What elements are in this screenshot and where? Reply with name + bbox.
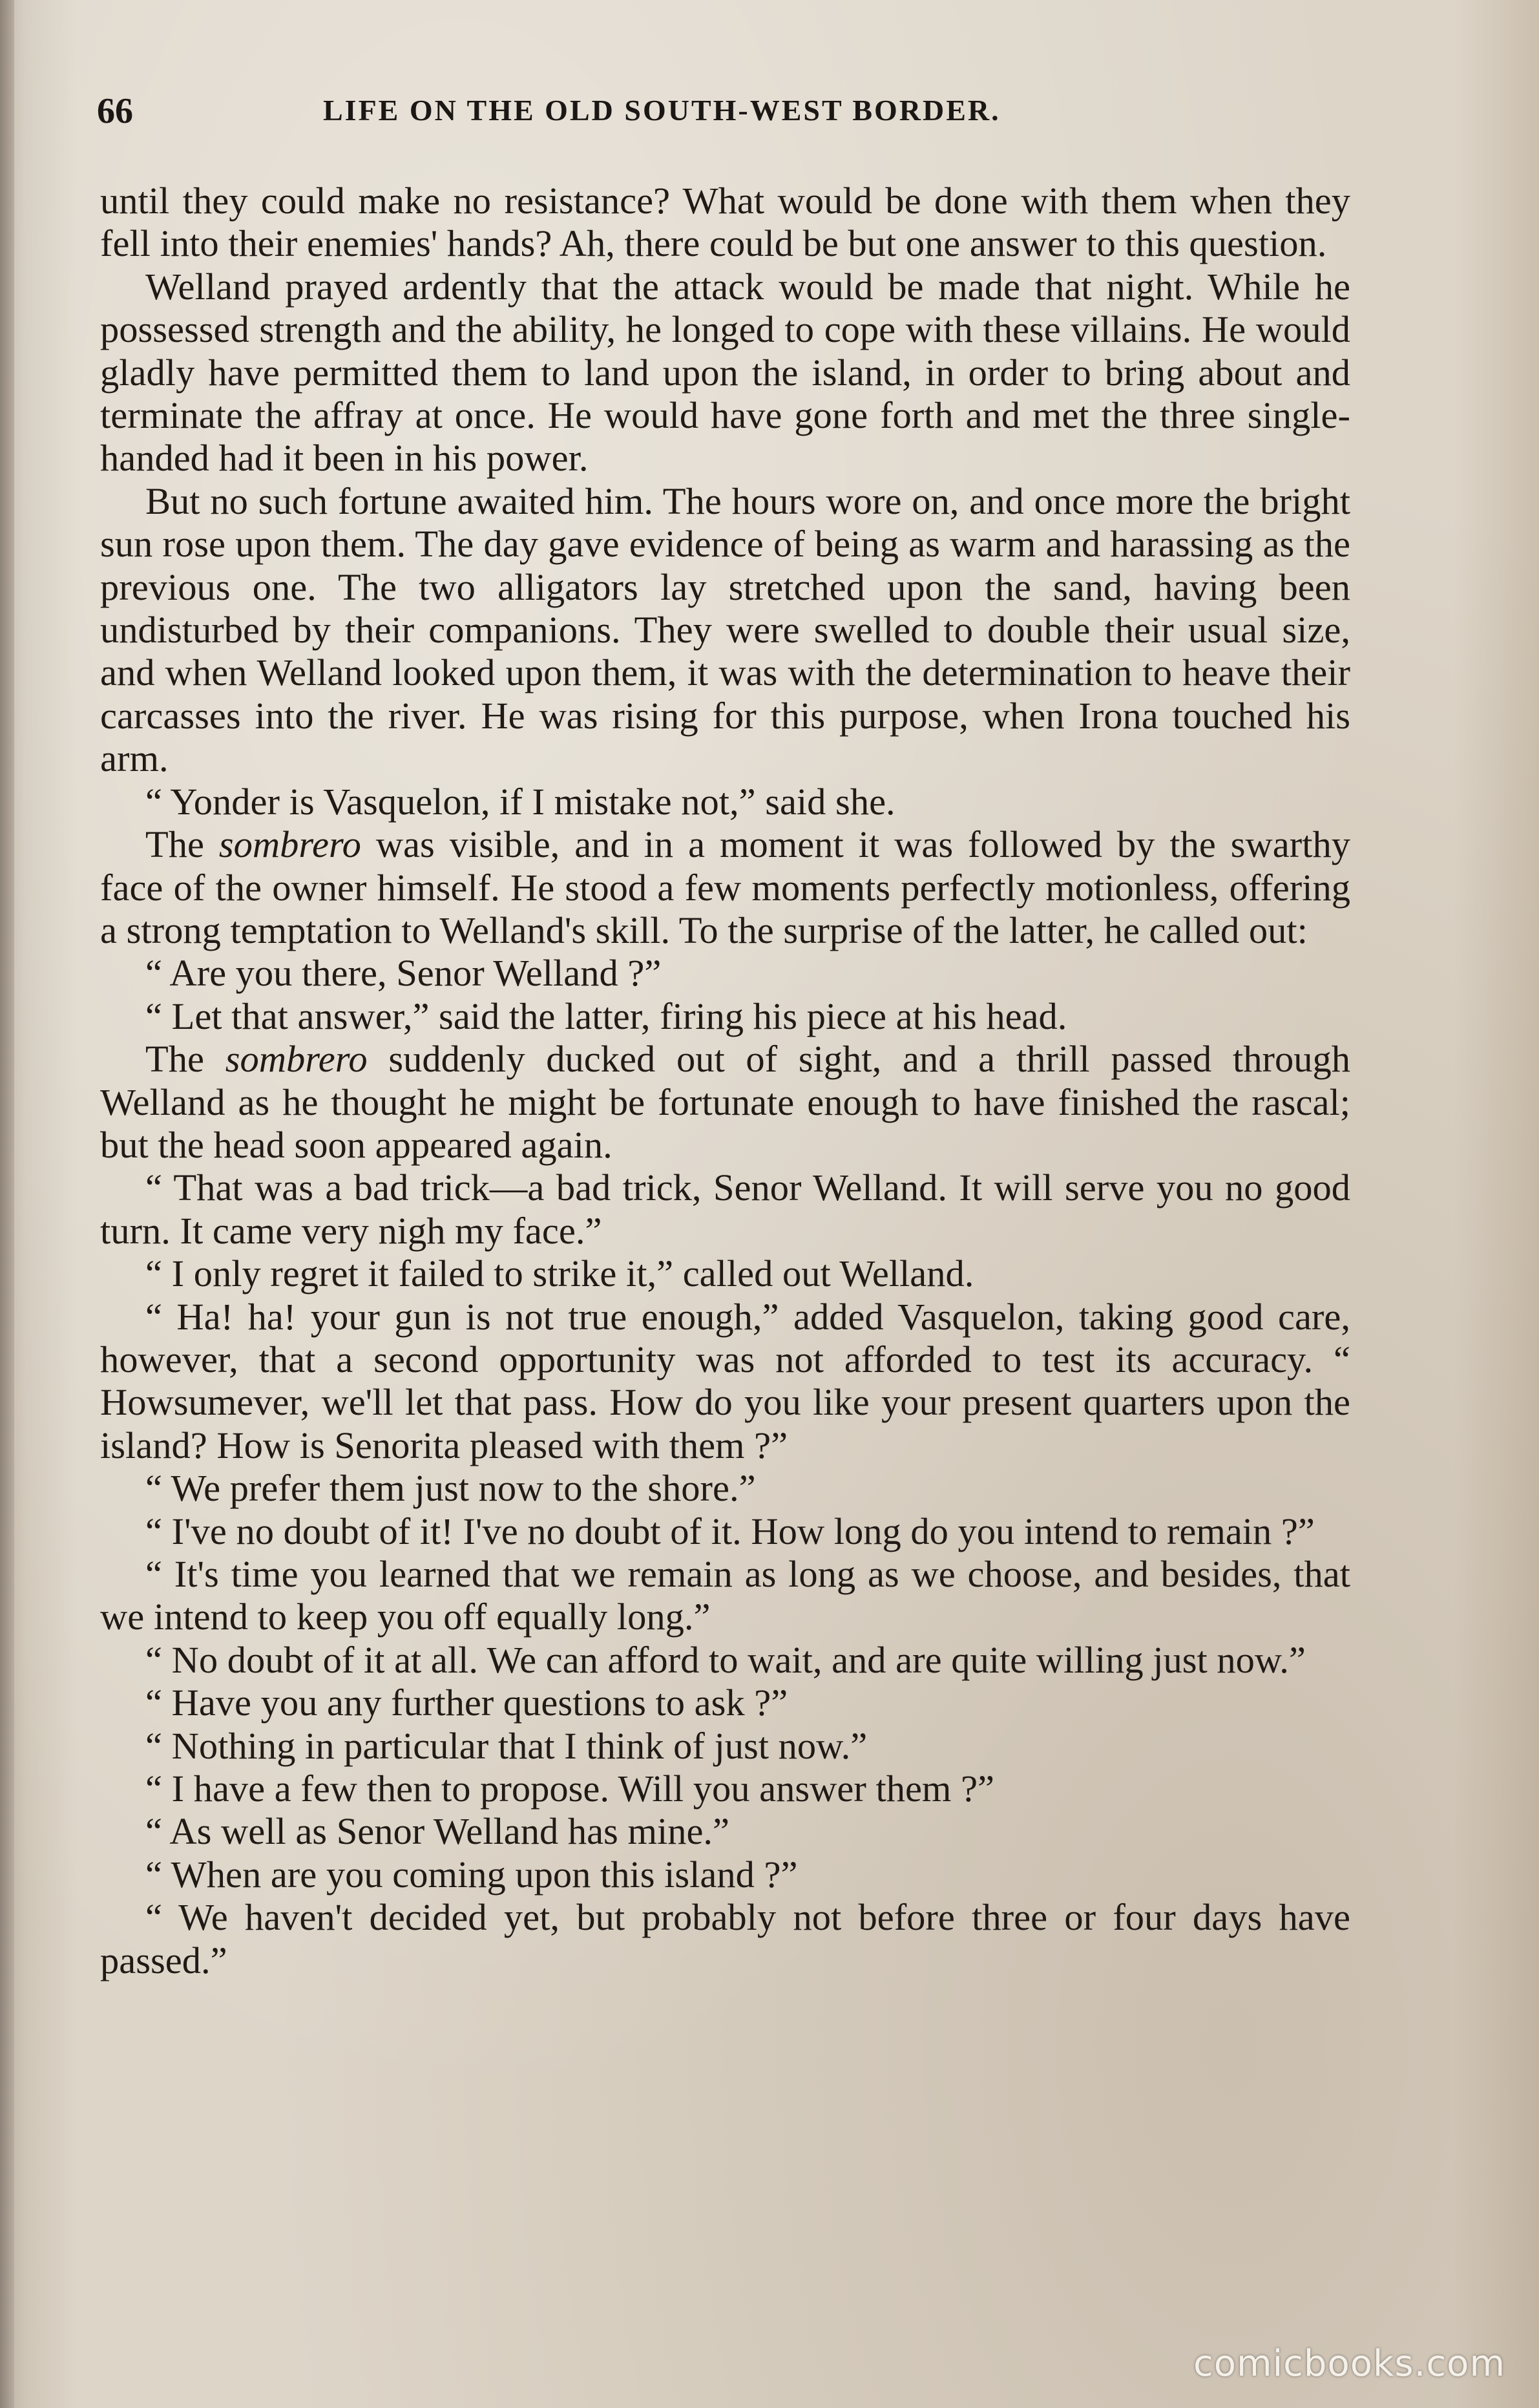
dialogue-line: “ As well as Senor Welland has mine.” — [145, 1810, 730, 1853]
text-run: The — [145, 823, 219, 866]
body-text — [100, 180, 1350, 1982]
paragraph: “ Let that answer,” said the latter, firing his piece at his head. — [145, 995, 1067, 1037]
watermark: comicbooks.com — [1193, 2343, 1505, 2385]
dialogue-line: “ Ha! ha! your gun is not true enough,” added Vasquelon, taking good care, however, that a second opportunity was not afforded to test its accuracy. “ Howsumever, we'll let that pass. How do you like your present quarters upon the island? How is Senorita pleased with them ?” — [100, 1295, 1350, 1466]
paragraph-sombrero-ducked — [100, 1038, 1350, 1167]
page-gutter-shadow — [0, 0, 14, 2408]
italic-word: sombrero — [218, 823, 361, 866]
running-title: LIFE ON THE OLD SOUTH-WEST BORDER. — [323, 94, 1001, 127]
paragraph: “ Yonder is Vasquelon, if I mistake not,” said she. — [145, 780, 895, 823]
italic-word: sombrero — [225, 1038, 368, 1081]
dialogue-line: “ I only regret it failed to strike it,” called out Welland. — [145, 1252, 974, 1295]
paragraph: But no such fortune awaited him. The hours wore on, and once more the bright sun rose upon them. The day gave evidence of being as warm and harassing as the previous one. The two alligators lay stretched upon the sand, having been undisturbed by their companions. They were swelled to double their usual size, and when Welland looked upon them, it was with the determination to heave their carcasses into the river. He was rising for this purpose, when Irona touched his arm. — [100, 480, 1350, 780]
dialogue-line: “ No doubt of it at all. We can afford to wait, and are quite willing just now.” — [145, 1638, 1306, 1681]
dialogue-line: “ We haven't decided yet, but probably not before three or four days have passed.” — [100, 1896, 1350, 1981]
running-head — [97, 90, 1363, 149]
page-number: 66 — [97, 91, 133, 131]
dialogue-line: “ It's time you learned that we remain as long as we choose, and besides, that we intend to keep you off equally long.” — [100, 1553, 1350, 1638]
dialogue-line: “ I've no doubt of it! I've no doubt of it. How long do you intend to remain ?” — [145, 1510, 1315, 1552]
dialogue-line: “ Have you any further questions to ask ?” — [145, 1682, 788, 1724]
paragraph-sombrero-visible — [100, 823, 1350, 952]
dialogue-line: “ When are you coming upon this island ?” — [145, 1853, 798, 1896]
paragraph: Welland prayed ardently that the attack would be made that night. While he possessed strength and the ability, he longed to cope with these villains. He would gladly have permitted them to land upon the island, in order to bring about and terminate the affray at once. He would have gone forth and met the three single-handed had it been in his power. — [100, 265, 1350, 480]
text-run: The — [145, 1038, 225, 1081]
paragraph: until they could make no resistance? What would be done with them when they fell into their enemies' hands? Ah, there could be but one answer to this question. — [100, 180, 1350, 265]
text-run: suddenly ducked out of sight, and a thrill passed through Welland as he thought he might be fortunate enough to have finished the rascal; but the head soon appeared again. — [100, 1038, 1351, 1166]
text-run: was visible, and in a moment it was followed by the swarthy face of the owner himself. He stood a few moments perfectly motionless, offering a strong temptation to Welland's skill. To the surprise of the latter, he called out: — [100, 823, 1351, 951]
dialogue-line: “ That was a bad trick—a bad trick, Senor Welland. It will serve you no good turn. It came very nigh my face.” — [100, 1167, 1350, 1252]
dialogue-line: “ We prefer them just now to the shore.” — [145, 1467, 756, 1510]
paragraph: “ Are you there, Senor Welland ?” — [145, 952, 662, 995]
dialogue-line: “ Nothing in particular that I think of just now.” — [145, 1724, 868, 1767]
dialogue-line: “ I have a few then to propose. Will you answer them ?” — [145, 1768, 994, 1810]
